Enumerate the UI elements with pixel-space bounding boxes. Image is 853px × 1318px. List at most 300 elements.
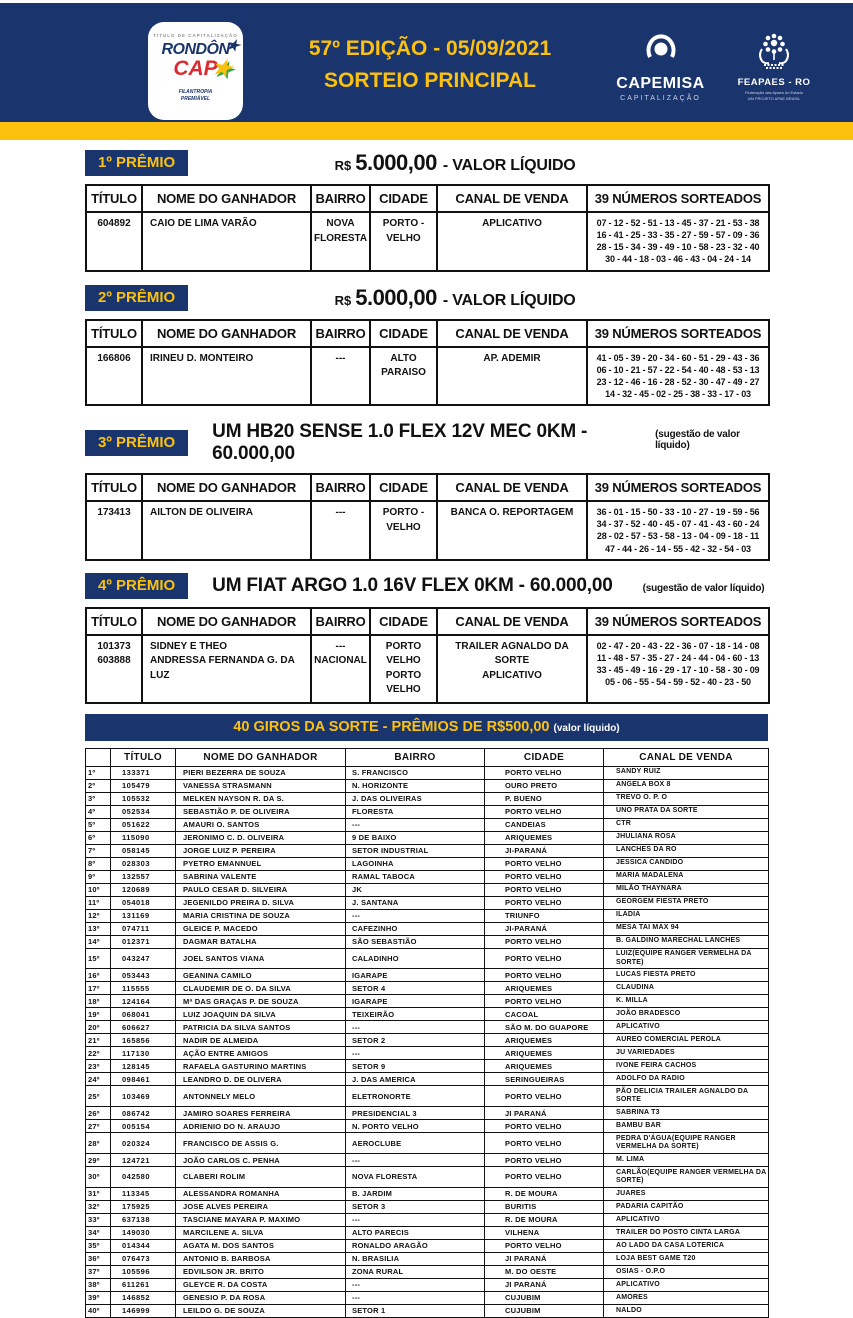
rank-cell: 19º bbox=[86, 1008, 111, 1021]
canal-cell: IVONE FEIRA CACHOS bbox=[604, 1060, 769, 1073]
edition-line1: 57º EDIÇÃO - 05/09/2021 bbox=[308, 37, 552, 60]
cidade-cell: ARIQUEMES bbox=[485, 1060, 604, 1073]
prize-amount: 5.000,00 bbox=[355, 150, 437, 175]
canal-cell: TREVO O. P. O bbox=[604, 792, 769, 805]
cidade-cell: PORTO VELHO bbox=[485, 857, 604, 870]
canal-cell: LANCHES DA RO bbox=[604, 844, 769, 857]
bairro-cell: B. JARDIM bbox=[346, 1187, 485, 1200]
canal-cell: PADARIA CAPITÃO bbox=[604, 1200, 769, 1213]
rank-cell: 14º bbox=[86, 935, 111, 948]
rank-cell: 34º bbox=[86, 1226, 111, 1239]
prize-1-header bbox=[85, 150, 768, 176]
canal-cell: ILADIA bbox=[604, 909, 769, 922]
giros-table bbox=[85, 748, 769, 1318]
nome-cell: CLAUDEMIR DE O. DA SILVA bbox=[176, 982, 346, 995]
titulo-cell: 098461 bbox=[111, 1073, 176, 1086]
canal-cell: TRAILER AGNALDO DA SORTE APLICATIVO bbox=[437, 635, 587, 703]
canal-cell: GEORGEM FIESTA PRETO bbox=[604, 896, 769, 909]
prize-3-badge: 3º PRÊMIO bbox=[85, 430, 188, 456]
cidade-cell: PORTO VELHO bbox=[485, 1120, 604, 1133]
prize-note: (sugestão de valor líquido) bbox=[642, 582, 765, 594]
titulo-cell: 043247 bbox=[111, 948, 176, 969]
canal-cell: BANCA O. REPORTAGEM bbox=[437, 501, 587, 560]
canal-cell: ADOLFO DA RADIO bbox=[604, 1073, 769, 1086]
canal-cell: APLICATIVO bbox=[604, 1278, 769, 1291]
giros-row bbox=[86, 1200, 769, 1213]
nome-cell: JOSE ALVES PEREIRA bbox=[176, 1200, 346, 1213]
bairro-cell: --- bbox=[346, 909, 485, 922]
bairro-cell: SETOR 4 bbox=[346, 982, 485, 995]
nome-cell: GLEYCE R. DA COSTA bbox=[176, 1278, 346, 1291]
feapaes-name: FEAPAES - RO bbox=[737, 77, 811, 88]
canal-cell: MESA TAI MAX 94 bbox=[604, 922, 769, 935]
yellow-divider bbox=[0, 122, 853, 140]
nome-cell: AILTON DE OLIVEIRA bbox=[142, 501, 311, 560]
nome-cell: CAIO DE LIMA VARÃO bbox=[142, 212, 311, 271]
capemisa-name: CAPEMISA bbox=[616, 75, 705, 92]
canal-cell: JUARES bbox=[604, 1187, 769, 1200]
logo-name-line2: CAP ★ bbox=[173, 53, 234, 82]
titulo-cell: 604892 bbox=[86, 212, 142, 271]
cidade-cell: P. BUENO bbox=[485, 792, 604, 805]
rank-cell: 16º bbox=[86, 969, 111, 982]
star-icon: ★ bbox=[223, 35, 241, 56]
bairro-cell: SÃO SEBASTIÃO bbox=[346, 935, 485, 948]
bairro-cell: SETOR INDUSTRIAL bbox=[346, 844, 485, 857]
numeros-cell: 41 - 05 - 39 - 20 - 34 - 60 - 51 - 29 - 43 - 36 06 - 10 - 21 - 57 - 22 - 54 - 40 - 48 - 53 - 13 23 - 12 - 46 - 16 - 28 - 52 - 30 - 47 - 49 - 27 14 - 32 - 45 - 02 - 25 - 38 - 33 - 17 - 03 bbox=[587, 347, 769, 406]
prize-1-table bbox=[85, 184, 770, 272]
prize-table-header-row bbox=[86, 320, 769, 347]
cidade-cell: CUJUBIM bbox=[485, 1304, 604, 1317]
bairro-cell: CAFEZINHO bbox=[346, 922, 485, 935]
titulo-cell: 054018 bbox=[111, 896, 176, 909]
nome-cell: SEBASTIÃO P. DE OLIVEIRA bbox=[176, 805, 346, 818]
header-banner bbox=[0, 3, 853, 122]
rank-cell: 26º bbox=[86, 1107, 111, 1120]
cidade-cell: CUJUBIM bbox=[485, 1291, 604, 1304]
canal-cell: CTR bbox=[604, 818, 769, 831]
logo-subtitle: FILANTROPIA PREMIÁVEL bbox=[178, 89, 213, 102]
rank-cell: 21º bbox=[86, 1034, 111, 1047]
giros-row bbox=[86, 1154, 769, 1167]
titulo-cell: 014344 bbox=[111, 1239, 176, 1252]
giros-header-row bbox=[86, 748, 769, 766]
canal-cell: JU VARIEDADES bbox=[604, 1047, 769, 1060]
numeros-cell: 07 - 12 - 52 - 51 - 13 - 45 - 37 - 21 - 53 - 38 16 - 41 - 25 - 33 - 35 - 27 - 59 - 57 - 09 - 36 28 - 15 - 34 - 39 - 49 - 10 - 58 - 23 - 32 - 40 30 - 44 - 18 - 03 - 46 - 43 - 04 - 24 - 14 bbox=[587, 212, 769, 271]
cidade-cell: PORTO - VELHO bbox=[370, 501, 437, 560]
canal-cell: PEDRA D'ÁGUA(EQUIPE RANGER VERMELHA DA SORTE) bbox=[604, 1133, 769, 1154]
cidade-cell: PORTO VELHO bbox=[485, 1133, 604, 1154]
nome-cell: EDVILSON JR. BRITO bbox=[176, 1265, 346, 1278]
prize-1-badge: 1º PRÊMIO bbox=[85, 150, 188, 176]
canal-cell: ANGELA BOX 8 bbox=[604, 779, 769, 792]
prize-table-header-row bbox=[86, 474, 769, 501]
rank-cell: 30º bbox=[86, 1167, 111, 1188]
col-cidade: CIDADE bbox=[485, 748, 604, 766]
titulo-cell: 058145 bbox=[111, 844, 176, 857]
capemisa-ring-icon bbox=[644, 35, 678, 71]
col-numeros: 39 NÚMEROS SORTEADOS bbox=[587, 474, 769, 501]
titulo-cell: 120689 bbox=[111, 883, 176, 896]
nome-cell: AGATA M. DOS SANTOS bbox=[176, 1239, 346, 1252]
col-canal: CANAL DE VENDA bbox=[437, 474, 587, 501]
canal-cell: MARIA MADALENA bbox=[604, 870, 769, 883]
cidade-cell: PORTO VELHO PORTO VELHO bbox=[370, 635, 437, 703]
col-cidade: CIDADE bbox=[370, 474, 437, 501]
cidade-cell: PORTO VELHO bbox=[485, 995, 604, 1008]
nome-cell: FRANCISCO DE ASSIS G. bbox=[176, 1133, 346, 1154]
cidade-cell: CANDEIAS bbox=[485, 818, 604, 831]
bairro-cell: ZONA RURAL bbox=[346, 1265, 485, 1278]
prize-3-title bbox=[202, 421, 768, 465]
feapaes-logo bbox=[728, 31, 820, 102]
giros-row bbox=[86, 909, 769, 922]
canal-cell: BAMBU BAR bbox=[604, 1120, 769, 1133]
titulo-cell: 101373 603888 bbox=[86, 635, 142, 703]
nome-cell: JOEL SANTOS VIANA bbox=[176, 948, 346, 969]
canal-cell: NALDO bbox=[604, 1304, 769, 1317]
cidade-cell: PORTO VELHO bbox=[485, 1239, 604, 1252]
nome-cell: ANTONNELY MELO bbox=[176, 1086, 346, 1107]
rank-cell: 3º bbox=[86, 792, 111, 805]
canal-cell: CLAUDINA bbox=[604, 982, 769, 995]
bairro-cell: --- bbox=[311, 347, 370, 406]
nome-cell: JORGE LUIZ P. PEREIRA bbox=[176, 844, 346, 857]
canal-cell: APLICATIVO bbox=[437, 212, 587, 271]
titulo-cell: 074711 bbox=[111, 922, 176, 935]
bairro-cell: AEROCLUBE bbox=[346, 1133, 485, 1154]
titulo-cell: 105479 bbox=[111, 779, 176, 792]
rank-cell: 23º bbox=[86, 1060, 111, 1073]
canal-cell: OSIAS - O.P.O bbox=[604, 1265, 769, 1278]
giros-row bbox=[86, 1047, 769, 1060]
giros-row bbox=[86, 805, 769, 818]
nome-cell: SABRINA VALENTE bbox=[176, 870, 346, 883]
content-area bbox=[0, 150, 853, 1318]
titulo-cell: 012371 bbox=[111, 935, 176, 948]
giros-row bbox=[86, 1265, 769, 1278]
giros-section-banner bbox=[85, 714, 768, 741]
col-nome: NOME DO GANHADOR bbox=[176, 748, 346, 766]
logo-top-text: TÍTULO DE CAPITALIZAÇÃO bbox=[153, 33, 238, 38]
currency-symbol: R$ bbox=[334, 292, 352, 308]
titulo-cell: 146999 bbox=[111, 1304, 176, 1317]
prize-3-row bbox=[86, 501, 769, 560]
giros-row bbox=[86, 1034, 769, 1047]
giros-row bbox=[86, 792, 769, 805]
bairro-cell: J. DAS AMERICA bbox=[346, 1073, 485, 1086]
rank-cell: 25º bbox=[86, 1086, 111, 1107]
prize-4-title bbox=[202, 575, 764, 597]
prize-amount: 5.000,00 bbox=[355, 284, 437, 310]
col-numeros: 39 NÚMEROS SORTEADOS bbox=[587, 320, 769, 347]
canal-cell: TRAILER DO POSTO CINTA LARGA bbox=[604, 1226, 769, 1239]
canal-cell: LUCAS FIESTA PRETO bbox=[604, 969, 769, 982]
canal-cell: APLICATIVO bbox=[604, 1021, 769, 1034]
titulo-cell: 113345 bbox=[111, 1187, 176, 1200]
canal-cell: AUREO COMERCIAL PEROLA bbox=[604, 1034, 769, 1047]
nome-cell: LEANDRO D. DE OLIVERA bbox=[176, 1073, 346, 1086]
canal-cell: APLICATIVO bbox=[604, 1213, 769, 1226]
rank-cell: 6º bbox=[86, 831, 111, 844]
titulo-cell: 611261 bbox=[111, 1278, 176, 1291]
bairro-cell: J. SANTANA bbox=[346, 896, 485, 909]
col-titulo: TÍTULO bbox=[86, 608, 142, 635]
bairro-cell: NOVA FLORESTA bbox=[346, 1167, 485, 1188]
prize-2-table bbox=[85, 319, 770, 407]
prize-2-row bbox=[86, 347, 769, 406]
bairro-cell: IGARAPE bbox=[346, 969, 485, 982]
nome-cell: TASCIANE MAYARA P. MAXIMO bbox=[176, 1213, 346, 1226]
nome-cell: Mª DAS GRAÇAS P. DE SOUZA bbox=[176, 995, 346, 1008]
col-canal: CANAL DE VENDA bbox=[437, 608, 587, 635]
nome-cell: PYETRO EMANNUEL bbox=[176, 857, 346, 870]
titulo-cell: 165856 bbox=[111, 1034, 176, 1047]
bairro-cell: --- bbox=[346, 818, 485, 831]
giros-row bbox=[86, 896, 769, 909]
giros-row bbox=[86, 995, 769, 1008]
nome-cell: LEILDO G. DE SOUZA bbox=[176, 1304, 346, 1317]
prize-3-table bbox=[85, 473, 770, 561]
cidade-cell: JI PARANÁ bbox=[485, 1252, 604, 1265]
flower-hands-icon bbox=[754, 31, 794, 75]
nome-cell: MELKEN NAYSON R. DA S. bbox=[176, 792, 346, 805]
cidade-cell: PORTO VELHO bbox=[485, 969, 604, 982]
bairro-cell: S. FRANCISCO bbox=[346, 766, 485, 779]
col-bairro: BAIRRO bbox=[311, 608, 370, 635]
edition-line2: SORTEIO PRINCIPAL bbox=[324, 68, 536, 92]
canal-cell: PÃO DELICIA TRAILER AGNALDO DA SORTE bbox=[604, 1086, 769, 1107]
cidade-cell: PORTO VELHO bbox=[485, 948, 604, 969]
rank-cell: 17º bbox=[86, 982, 111, 995]
col-nome: NOME DO GANHADOR bbox=[142, 608, 311, 635]
cidade-cell: JI PARANÁ bbox=[485, 1107, 604, 1120]
nome-cell: NADIR DE ALMEIDA bbox=[176, 1034, 346, 1047]
nome-cell: GLEICE P. MACEDO bbox=[176, 922, 346, 935]
cidade-cell: R. DE MOURA bbox=[485, 1213, 604, 1226]
prize-description: UM HB20 SENSE 1.0 FLEX 12V MEC 0KM - 60.000,00 bbox=[212, 421, 588, 465]
rank-cell: 36º bbox=[86, 1252, 111, 1265]
canal-cell: LOJA BEST GAME T20 bbox=[604, 1252, 769, 1265]
col-numeros: 39 NÚMEROS SORTEADOS bbox=[587, 608, 769, 635]
prize-4-row bbox=[86, 635, 769, 703]
nome-cell: JEGENILDO PREIRA D. SILVA bbox=[176, 896, 346, 909]
bairro-cell: --- bbox=[346, 1213, 485, 1226]
bairro-cell: ALTO PARECIS bbox=[346, 1226, 485, 1239]
nome-cell: GEANINA CAMILO bbox=[176, 969, 346, 982]
bairro-cell: PRESIDENCIAL 3 bbox=[346, 1107, 485, 1120]
cidade-cell: R. DE MOURA bbox=[485, 1187, 604, 1200]
prize-2-badge: 2º PRÊMIO bbox=[85, 285, 188, 311]
giros-row bbox=[86, 922, 769, 935]
bairro-cell: --- bbox=[346, 1021, 485, 1034]
nome-cell: LUIZ JOAQUIN DA SILVA bbox=[176, 1008, 346, 1021]
cidade-cell: ARIQUEMES bbox=[485, 1034, 604, 1047]
titulo-cell: 115555 bbox=[111, 982, 176, 995]
bairro-cell: --- bbox=[311, 501, 370, 560]
rank-cell: 7º bbox=[86, 844, 111, 857]
cidade-cell: ARIQUEMES bbox=[485, 831, 604, 844]
rondoncap-logo bbox=[148, 22, 243, 120]
nome-cell: ALESSANDRA ROMANHA bbox=[176, 1187, 346, 1200]
bairro-cell: --- bbox=[346, 1291, 485, 1304]
bairro-cell: RAMAL TABOCA bbox=[346, 870, 485, 883]
bairro-cell: FLORESTA bbox=[346, 805, 485, 818]
prize-4-header bbox=[85, 573, 768, 599]
prize-note: (sugestão de valor líquido) bbox=[655, 429, 740, 452]
bairro-cell: SETOR 9 bbox=[346, 1060, 485, 1073]
giros-row bbox=[86, 982, 769, 995]
cidade-cell: ARIQUEMES bbox=[485, 1047, 604, 1060]
canal-cell: B. GALDINO MARECHAL LANCHES bbox=[604, 935, 769, 948]
giros-row bbox=[86, 1252, 769, 1265]
col-titulo: TÍTULO bbox=[111, 748, 176, 766]
bairro-cell: --- bbox=[346, 1278, 485, 1291]
prize-4-badge: 4º PRÊMIO bbox=[85, 573, 188, 599]
titulo-cell: 005154 bbox=[111, 1120, 176, 1133]
numeros-cell: 36 - 01 - 15 - 50 - 33 - 10 - 27 - 19 - 59 - 56 34 - 37 - 52 - 40 - 45 - 07 - 41 - 43 - 60 - 24 28 - 02 - 57 - 53 - 58 - 13 - 04 - 09 - 18 - 11 47 - 44 - 26 - 14 - 55 - 42 - 32 - 54 - 03 bbox=[587, 501, 769, 560]
giros-row bbox=[86, 870, 769, 883]
col-cidade: CIDADE bbox=[370, 608, 437, 635]
star-icon: ★ bbox=[209, 53, 234, 82]
titulo-cell: 052534 bbox=[111, 805, 176, 818]
rank-cell: 32º bbox=[86, 1200, 111, 1213]
bairro-cell: --- bbox=[346, 1047, 485, 1060]
giros-row bbox=[86, 1060, 769, 1073]
titulo-cell: 051622 bbox=[111, 818, 176, 831]
rank-cell: 11º bbox=[86, 896, 111, 909]
bairro-cell: SETOR 1 bbox=[346, 1304, 485, 1317]
canal-cell: AMORES bbox=[604, 1291, 769, 1304]
cidade-cell: PORTO VELHO bbox=[485, 870, 604, 883]
nome-cell: SIDNEY E THEO ANDRESSA FERNANDA G. DA LUZ bbox=[142, 635, 311, 703]
titulo-cell: 146852 bbox=[111, 1291, 176, 1304]
bairro-cell: J. DAS OLIVEIRAS bbox=[346, 792, 485, 805]
canal-cell: LUIZ(EQUIPE RANGER VERMELHA DA SORTE) bbox=[604, 948, 769, 969]
titulo-cell: 173413 bbox=[86, 501, 142, 560]
col-canal: CANAL DE VENDA bbox=[437, 185, 587, 212]
titulo-cell: 105596 bbox=[111, 1265, 176, 1278]
titulo-cell: 128145 bbox=[111, 1060, 176, 1073]
nome-cell: JAMIRO SOARES FERREIRA bbox=[176, 1107, 346, 1120]
nome-cell: MARIA CRISTINA DE SOUZA bbox=[176, 909, 346, 922]
giros-row bbox=[86, 1226, 769, 1239]
nome-cell: AÇÃO ENTRE AMIGOS bbox=[176, 1047, 346, 1060]
giros-row bbox=[86, 1278, 769, 1291]
bairro-cell: TEIXEIRÃO bbox=[346, 1008, 485, 1021]
col-bairro: BAIRRO bbox=[311, 320, 370, 347]
nome-cell: GENESIO P. DA ROSA bbox=[176, 1291, 346, 1304]
col-titulo: TÍTULO bbox=[86, 185, 142, 212]
col-nome: NOME DO GANHADOR bbox=[142, 320, 311, 347]
rank-cell: 39º bbox=[86, 1291, 111, 1304]
bairro-cell: --- NACIONAL bbox=[311, 635, 370, 703]
prize-3-header bbox=[85, 421, 768, 465]
nome-cell: CLABERI ROLIM bbox=[176, 1167, 346, 1188]
rank-cell: 22º bbox=[86, 1047, 111, 1060]
capemisa-logo bbox=[608, 35, 713, 102]
giros-row bbox=[86, 1133, 769, 1154]
giros-row bbox=[86, 1008, 769, 1021]
bairro-cell: N. BRASILIA bbox=[346, 1252, 485, 1265]
bairro-cell: CALADINHO bbox=[346, 948, 485, 969]
titulo-cell: 076473 bbox=[111, 1252, 176, 1265]
col-canal: CANAL DE VENDA bbox=[604, 748, 769, 766]
prize-table-header-row bbox=[86, 608, 769, 635]
edition-title bbox=[270, 33, 590, 96]
titulo-cell: 124721 bbox=[111, 1154, 176, 1167]
nome-cell: AMAURI O. SANTOS bbox=[176, 818, 346, 831]
giros-banner-note: (valor líquido) bbox=[553, 722, 620, 734]
giros-row bbox=[86, 1213, 769, 1226]
canal-cell: MILÃO THAYNARA bbox=[604, 883, 769, 896]
rank-cell: 13º bbox=[86, 922, 111, 935]
rank-cell: 2º bbox=[86, 779, 111, 792]
canal-cell: JOÃO BRADESCO bbox=[604, 1008, 769, 1021]
bairro-cell: RONALDO ARAGÃO bbox=[346, 1239, 485, 1252]
currency-symbol: R$ bbox=[334, 158, 352, 173]
nome-cell: ANTONIO B. BARBOSA bbox=[176, 1252, 346, 1265]
bairro-cell: SETOR 2 bbox=[346, 1034, 485, 1047]
bairro-cell: ELETRONORTE bbox=[346, 1086, 485, 1107]
col-titulo: TÍTULO bbox=[86, 474, 142, 501]
cidade-cell: CACOAL bbox=[485, 1008, 604, 1021]
cidade-cell: PORTO VELHO bbox=[485, 1086, 604, 1107]
titulo-cell: 068041 bbox=[111, 1008, 176, 1021]
titulo-cell: 175925 bbox=[111, 1200, 176, 1213]
nome-cell: JOÃO CARLOS C. PENHA bbox=[176, 1154, 346, 1167]
rank-cell: 29º bbox=[86, 1154, 111, 1167]
cidade-cell: SÃO M. DO GUAPORE bbox=[485, 1021, 604, 1034]
col-cidade: CIDADE bbox=[370, 320, 437, 347]
cidade-cell: PORTO VELHO bbox=[485, 1167, 604, 1188]
titulo-cell: 105532 bbox=[111, 792, 176, 805]
titulo-cell: 117130 bbox=[111, 1047, 176, 1060]
titulo-cell: 606627 bbox=[111, 1021, 176, 1034]
prize-table-header-row bbox=[86, 185, 769, 212]
rank-cell: 24º bbox=[86, 1073, 111, 1086]
cidade-cell: JI-PARANÁ bbox=[485, 922, 604, 935]
col-cidade: CIDADE bbox=[370, 185, 437, 212]
titulo-cell: 115090 bbox=[111, 831, 176, 844]
titulo-cell: 053443 bbox=[111, 969, 176, 982]
cidade-cell: TRIUNFO bbox=[485, 909, 604, 922]
col-nome: NOME DO GANHADOR bbox=[142, 474, 311, 501]
rank-cell: 28º bbox=[86, 1133, 111, 1154]
bairro-cell: N. HORIZONTE bbox=[346, 779, 485, 792]
feapaes-subtitle: Federação das Apaes do Estado UM PROJETO APAE BRASIL bbox=[744, 90, 804, 101]
cidade-cell: PORTO - VELHO bbox=[370, 212, 437, 271]
col-rank bbox=[86, 748, 111, 766]
col-bairro: BAIRRO bbox=[311, 474, 370, 501]
giros-row bbox=[86, 1167, 769, 1188]
rank-cell: 33º bbox=[86, 1213, 111, 1226]
nome-cell: IRINEU D. MONTEIRO bbox=[142, 347, 311, 406]
canal-cell: AO LADO DA CASA LOTERICA bbox=[604, 1239, 769, 1252]
bairro-cell: IGARAPE bbox=[346, 995, 485, 1008]
nome-cell: PATRICIA DA SILVA SANTOS bbox=[176, 1021, 346, 1034]
nome-cell: DAGMAR BATALHA bbox=[176, 935, 346, 948]
canal-cell: K. MILLA bbox=[604, 995, 769, 1008]
rank-cell: 35º bbox=[86, 1239, 111, 1252]
prize-2-title bbox=[202, 285, 708, 311]
bairro-cell: N. PORTO VELHO bbox=[346, 1120, 485, 1133]
giros-row bbox=[86, 1187, 769, 1200]
cidade-cell: OURO PRETO bbox=[485, 779, 604, 792]
cidade-cell: PORTO VELHO bbox=[485, 1154, 604, 1167]
giros-row bbox=[86, 1086, 769, 1107]
prize-description: UM FIAT ARGO 1.0 16V FLEX 0KM - 60.000,00 bbox=[212, 574, 613, 596]
